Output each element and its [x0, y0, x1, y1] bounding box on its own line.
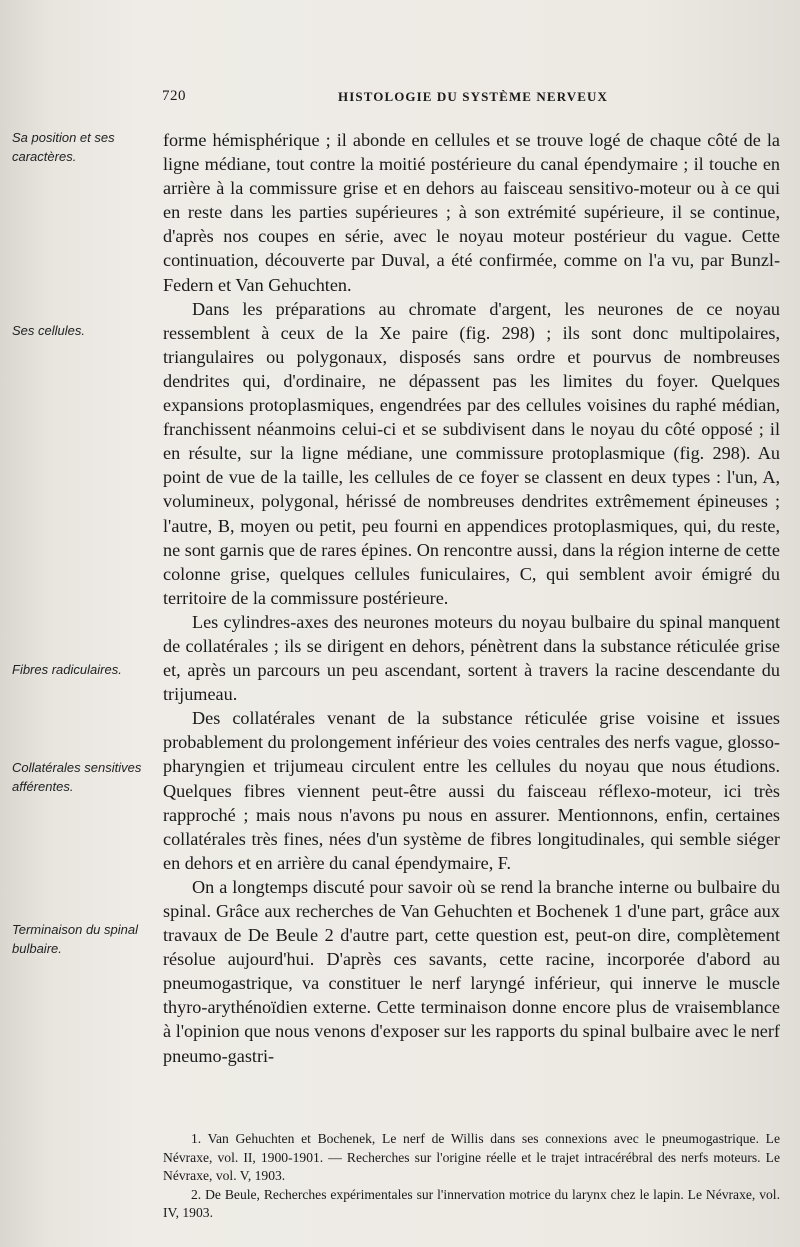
paragraph: forme hémisphérique ; il abonde en cellules et se trouve logé de chaque côté de la ligne médiane, tout contre la moitié postérieure du canal épendymaire ; il touche en arrière à la commissure grise et en dehors au faisceau sensitivo-moteur ou à ce qui en reste dans les parties supérieures ; à son extrémité supérieure, il se continue, d'après nos coupes en série, avec le noyau moteur postérieur du vague. Cette continuation, découverte par Duval, a été confirmée, comme on l'a vu, par Bunzl-Federn et Van Gehuchten. — [163, 130, 780, 295]
paragraph: Les cylindres-axes des neurones moteurs du noyau bulbaire du spinal manquent de collatérales ; ils se dirigent en dehors, pénètrent dans la substance réticulée grise et, après un parcours un peu ascendant, sortent à travers la racine descendante du trijumeau. — [163, 611, 780, 705]
footnote: 1. Van Gehuchten et Bochenek, Le nerf de Willis dans ses connexions avec le pneumogastrique. Le Névraxe, vol. II, 1900-1901. — Recherches sur l'origine réelle et le trajet intracérébral des nerfs moteurs. Le Névraxe, vol. V, 1903. — [163, 1131, 780, 1183]
margin-note-position: Sa position et ses caractères. — [12, 130, 115, 164]
footnote: 2. De Beule, Recherches expérimentales sur l'innervation motrice du larynx chez le lapin. Le Névraxe, vol. IV, 1903. — [163, 1186, 780, 1220]
running-head: HISTOLOGIE DU SYSTÈME NERVEUX — [338, 89, 608, 104]
paragraph: Dans les préparations au chromate d'argent, les neurones de ce noyau ressemblent à ceux de la Xe paire (fig. 298) ; ils sont donc multipolaires, triangulaires ou polygonaux, disposés sans ordre et pourvus de nombreuses dendrites qui, d'ordinaire, ne dépassent pas les limites du foyer. Quelques expansions protoplasmiques, engendrées par des cellules voisines du raphé médian, franchissent néanmoins celui-ci et se subdivisent dans le noyau du côté opposé ; il en résulte, sur la ligne médiane, une commissure protoplasmique (fig. 298). Au point de vue de la taille, les cellules de ce foyer se classent en deux types : l'un, A, volumineux, polygonal, hérissé de nombreuses dendrites extrêmement épineuses ; l'autre, B, moyen ou petit, peu fourni en appendices protoplasmiques, qui, du reste, ne sont garnis que de rares épines. On rencontre aussi, dans la région interne de cette colonne grise, quelques cellules funiculaires, C, qui semblent avoir émigré du territoire de la commissure postérieure. — [163, 298, 780, 608]
margin-note-cells: Ses cellules. — [12, 323, 85, 338]
margin-note-termination: Terminaison du spinal bulbaire. — [12, 922, 138, 956]
margin-note-collaterals: Collatérales sensitives afférentes. — [12, 760, 142, 794]
body-text — [163, 128, 780, 1068]
margin-note-root-fibres: Fibres radiculaires. — [12, 662, 122, 677]
footnotes — [163, 1130, 780, 1223]
page-number: 720 — [162, 88, 186, 104]
paragraph: Des collatérales venant de la substance réticulée grise voisine et issues probablement du prolongement inférieur des voies centrales des nerfs vague, glosso-pharyngien et trijumeau circulent entre les cellules du noyau que nous étudions. Quelques fibres viennent peut-être aussi du faisceau réflexo-moteur, ici très rapproché ; mais nous n'avons pu nous en assurer. Mentionnons, enfin, certaines collatérales très fines, nées d'un système de fibres longitudinales, qui semble siéger en dehors et en arrière du canal épendymaire, F. — [163, 708, 780, 873]
paragraph: On a longtemps discuté pour savoir où se rend la branche interne ou bulbaire du spinal. Grâce aux recherches de Van Gehuchten et Bochenek 1 d'une part, grâce aux travaux de De Beule 2 d'autre part, cette question est, peut-on dire, complètement résolue aujourd'hui. D'après ces savants, cette racine, incorporée d'abord au pneumogastrique, va constituer le nerf laryngé inférieur, qui innerve le muscle thyro-arythénoïdien externe. Cette terminaison donne encore plus de vraisemblance à l'opinion que nous venons d'exposer sur les rapports du spinal bulbaire avec le nerf pneumo-gastri- — [163, 876, 780, 1066]
page-header — [0, 88, 800, 112]
